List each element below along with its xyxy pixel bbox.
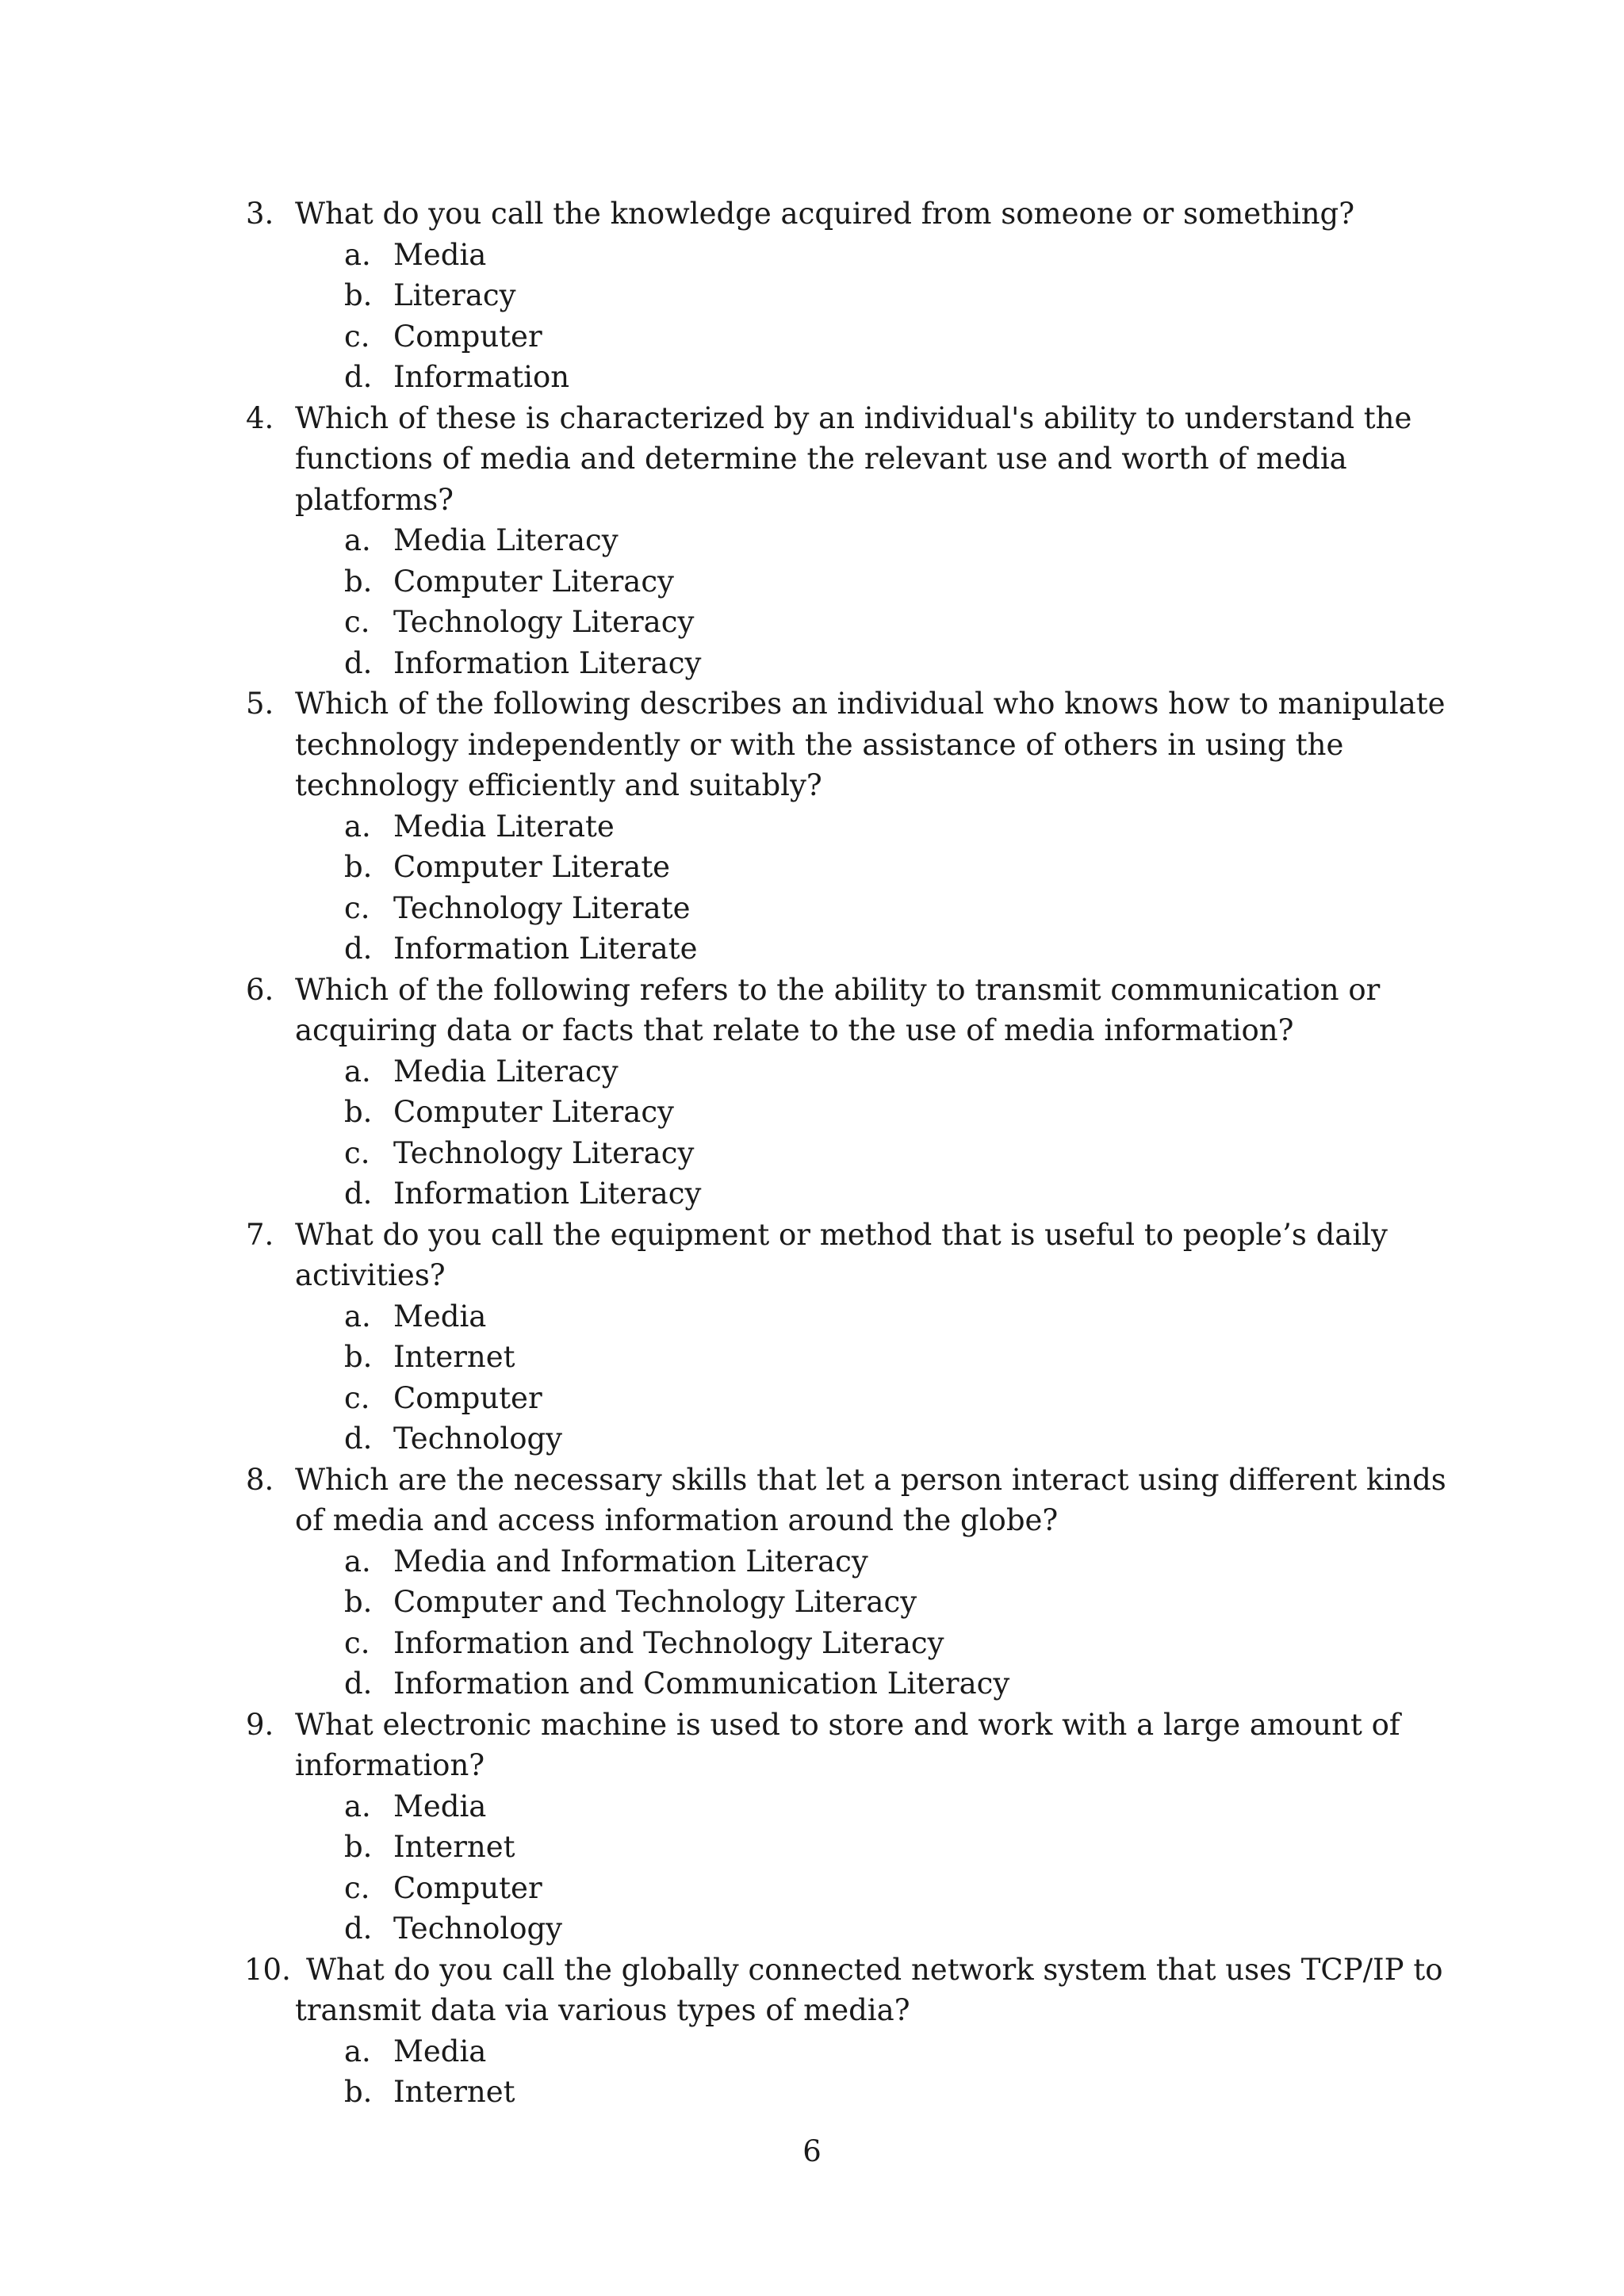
answer-option <box>295 928 1451 970</box>
option-letter: b. <box>344 564 373 599</box>
answer-option <box>295 1908 1451 1950</box>
option-text: Media Literate <box>393 809 615 844</box>
option-letter: a. <box>344 1054 371 1089</box>
question-item <box>238 683 1451 970</box>
option-text: Media Literacy <box>393 1054 619 1089</box>
option-letter: a. <box>344 523 371 557</box>
option-letter: d. <box>344 645 373 680</box>
option-text: Media <box>393 1789 487 1823</box>
question-item <box>238 970 1451 1215</box>
option-letter: b. <box>344 1095 373 1129</box>
option-letter: b. <box>344 1830 373 1864</box>
answer-option <box>295 2031 1451 2072</box>
question-text: Which of the following refers to the ability to transmit communication or acquiring data or facts that relate to the use of media information? <box>295 972 1381 1047</box>
option-text: Literacy <box>393 278 516 312</box>
option-letter: a. <box>344 2034 371 2068</box>
answer-option <box>295 1868 1451 1909</box>
option-letter: d. <box>344 360 373 394</box>
option-text: Computer and Technology Literacy <box>393 1585 917 1619</box>
option-text: Technology Literate <box>393 890 691 925</box>
option-letter: b. <box>344 850 373 884</box>
answer-option <box>295 316 1451 358</box>
question-item <box>238 1460 1451 1705</box>
option-text: Information and Technology Literacy <box>393 1625 944 1660</box>
question-number: 4. <box>246 400 274 435</box>
option-text: Computer Literacy <box>393 564 674 599</box>
answer-option <box>295 1582 1451 1623</box>
answer-option <box>295 602 1451 643</box>
question-text: What do you call the globally connected network system that uses TCP/IP to transmit data via various types of media? <box>295 1952 1443 2027</box>
option-letter: d. <box>344 932 373 966</box>
question-number: 9. <box>246 1707 274 1742</box>
option-letter: d. <box>344 1911 373 1946</box>
option-text: Computer <box>393 1870 542 1905</box>
option-letter: c. <box>344 605 370 639</box>
question-item <box>238 1215 1451 1460</box>
answer-option <box>295 847 1451 888</box>
option-letter: a. <box>344 1299 371 1334</box>
option-letter: b. <box>344 1585 373 1619</box>
option-text: Information Literate <box>393 932 698 966</box>
option-list <box>295 235 1451 398</box>
question-number: 7. <box>246 1217 274 1252</box>
option-text: Media <box>393 237 487 272</box>
answer-option <box>295 1378 1451 1419</box>
option-text: Computer <box>393 319 542 354</box>
question-text: What do you call the equipment or method that is useful to people’s daily activities? <box>295 1217 1388 1292</box>
option-text: Technology <box>393 1422 563 1456</box>
answer-option <box>295 888 1451 929</box>
option-letter: d. <box>344 1177 373 1211</box>
option-list <box>295 1296 1451 1460</box>
question-number: 3. <box>246 197 274 231</box>
option-text: Computer <box>393 1380 542 1415</box>
answer-option <box>295 1051 1451 1093</box>
question-item <box>238 398 1451 684</box>
option-letter: c. <box>344 1135 370 1170</box>
answer-option <box>295 1623 1451 1664</box>
answer-option <box>295 1786 1451 1827</box>
option-letter: b. <box>344 2075 373 2109</box>
answer-option <box>295 1092 1451 1133</box>
page-number: 6 <box>802 2134 822 2168</box>
question-item <box>238 1950 1451 2113</box>
question-text: Which of these is characterized by an individual's ability to understand the functions of media and determine the relevant use and worth of media platforms? <box>295 400 1412 517</box>
option-list <box>295 1051 1451 1215</box>
option-list <box>295 1786 1451 1950</box>
option-text: Internet <box>393 1830 515 1864</box>
question-text: Which of the following describes an individual who knows how to manipulate technology independently or with the assistance of others in using the technology efficiently and suitably? <box>295 687 1446 802</box>
answer-option <box>295 1337 1451 1378</box>
question-number: 6. <box>246 972 274 1007</box>
question-list <box>238 193 1451 2113</box>
answer-option <box>295 561 1451 603</box>
answer-option <box>295 643 1451 684</box>
answer-option <box>295 806 1451 848</box>
question-item <box>238 193 1451 398</box>
answer-option <box>295 520 1451 561</box>
question-text: Which are the necessary skills that let a person interact using different kinds of media and access information around the globe? <box>295 1462 1446 1537</box>
option-text: Media Literacy <box>393 523 619 557</box>
option-letter: d. <box>344 1667 373 1701</box>
option-text: Technology <box>393 1911 563 1946</box>
question-item <box>238 1705 1451 1950</box>
option-text: Technology Literacy <box>393 605 695 639</box>
answer-option <box>295 275 1451 316</box>
option-text: Technology Literacy <box>393 1135 695 1170</box>
option-text: Media <box>393 1299 487 1334</box>
option-letter: a. <box>344 1544 371 1578</box>
question-number: 10. <box>244 1952 291 1987</box>
option-letter: a. <box>344 1789 371 1823</box>
option-letter: c. <box>344 890 370 925</box>
option-list <box>295 1541 1451 1705</box>
option-list <box>295 2031 1451 2113</box>
option-letter: c. <box>344 1625 370 1660</box>
answer-option <box>295 1296 1451 1337</box>
option-text: Media <box>393 2034 487 2068</box>
option-text: Information Literacy <box>393 1177 702 1211</box>
answer-option <box>295 235 1451 276</box>
question-text: What electronic machine is used to store and work with a large amount of information? <box>295 1707 1400 1782</box>
option-letter: a. <box>344 237 371 272</box>
answer-option <box>295 1133 1451 1174</box>
answer-option <box>295 1418 1451 1460</box>
option-text: Information Literacy <box>393 645 702 680</box>
option-letter: c. <box>344 1870 370 1905</box>
option-text: Computer Literacy <box>393 1095 674 1129</box>
answer-option <box>295 1827 1451 1868</box>
option-text: Information <box>393 360 570 394</box>
answer-option <box>295 1541 1451 1582</box>
answer-option <box>295 1173 1451 1215</box>
option-text: Media and Information Literacy <box>393 1544 868 1578</box>
question-number: 5. <box>246 687 274 721</box>
option-letter: c. <box>344 319 370 354</box>
option-letter: b. <box>344 278 373 312</box>
option-letter: b. <box>344 1340 373 1374</box>
question-number: 8. <box>246 1462 274 1497</box>
option-letter: c. <box>344 1380 370 1415</box>
answer-option <box>295 357 1451 398</box>
option-text: Computer Literate <box>393 850 671 884</box>
option-text: Information and Communication Literacy <box>393 1667 1010 1701</box>
option-list <box>295 806 1451 970</box>
option-letter: a. <box>344 809 371 844</box>
option-text: Internet <box>393 2075 515 2109</box>
answer-option <box>295 1663 1451 1705</box>
answer-option <box>295 2072 1451 2113</box>
question-text: What do you call the knowledge acquired from someone or something? <box>295 197 1355 231</box>
option-letter: d. <box>344 1422 373 1456</box>
option-list <box>295 520 1451 683</box>
option-text: Internet <box>393 1340 515 1374</box>
